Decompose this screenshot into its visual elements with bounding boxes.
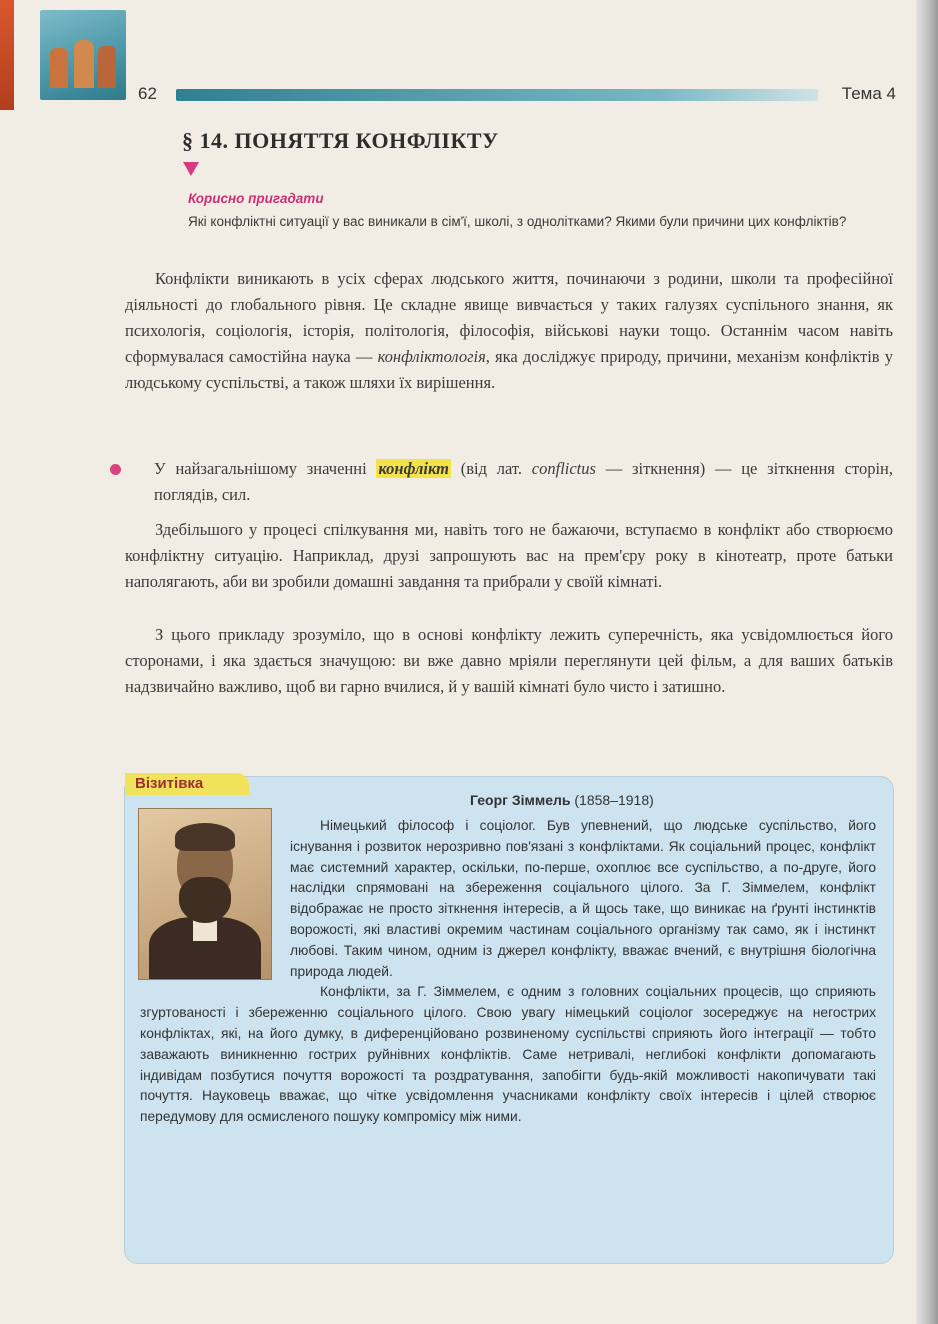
card-person-name: Георг Зіммель	[470, 792, 571, 808]
section-title: § 14. ПОНЯТТЯ КОНФЛІКТУ	[182, 128, 499, 153]
thumbnail-building-1	[50, 48, 68, 88]
header-thumbnail-image	[40, 10, 126, 100]
corner-strip	[0, 0, 14, 110]
recall-heading: Корисно пригадати	[188, 191, 324, 206]
card-paragraph-2: Конфлікти, за Г. Зіммелем, є одним з головних соціальних процесів, що сприяють згуртованості і збереженню соціального цілого. Свою увагу німецький соціолог зосереджує на негострих конфліктах, які, на його думку, в диференційовано розвиненому суспільстві сприяють його інтеграції — тобто заважають виникненню гострих руйнівних конфліктів. Саме нетривалі, неглибокі конфлікти допомагають індивідам позбутися почуття ворожості та роздратування, запобігти будь-якій можливості накопичувати такі почуття. Науковець вважає, що чітке усвідомлення учасниками конфлікту своїх інтересів і цілей створює передумову для осмисленого пошуку компромісу між ними.	[140, 984, 876, 1125]
recall-question: Які конфліктні ситуації у вас виникали в сім'ї, школі, з однолітками? Якими були причини цих конфліктів?	[188, 214, 847, 229]
page-number: 62	[138, 84, 157, 103]
thumbnail-building-2	[74, 40, 94, 88]
body-paragraph-2: Здебільшого у процесі спілкування ми, навіть того не бажаючи, вступаємо в конфлікт або створюємо конфліктну ситуацію. Наприклад, друзі запрошують вас на прем'єру року в кінотеатр, проте батьки наполягають, аби ви зробили домашні завдання та прибрали у своїй кімнаті.	[125, 520, 893, 591]
card-person-heading	[470, 792, 654, 808]
card-person-years: (1858–1918)	[574, 792, 654, 808]
card-tag	[125, 773, 249, 795]
body-paragraph-3: З цього прикладу зрозуміло, що в основі конфлікту лежить суперечність, яка усвідомлюється його сторонами, і яка здається значущою: ви вже давно мріяли переглянути цей фільм, а для ваших батьків надзвичайно важливо, щоб ви гарно вчилися, й у вашій кімнаті було чисто і затишно.	[125, 625, 893, 696]
definition-text-start: У найзагальнішому значенні	[154, 459, 377, 478]
portrait-spacer	[140, 816, 290, 984]
page-header	[138, 84, 898, 108]
header-bar	[176, 89, 818, 101]
definition-paragraph	[154, 456, 893, 508]
definition-text-end: — зіткнення) — це зіткнення сторін, поглядів, сил.	[154, 459, 893, 504]
definition-term-highlight: конфлікт	[378, 459, 449, 478]
paragraph-1-text-end: , яка досліджує природу, причини, механізм конфліктів у людському суспільстві, а також шляхи їх вирішення.	[125, 347, 893, 392]
card-paragraph-1: Німецький філософ і соціолог. Був упевнений, що людське суспільство, його існування і розвиток нерозривно пов'язані з конфліктами. Як соціальний процес, конфлікт має системний характер, оскільки, по-перше, охоплює все суспільство, а по-друге, його наслідки спрямовані на збереження соціального цілого. За Г. Зіммелем, конфлікт відображає не просто зіткнення інтересів, а й щось таке, що виникає на ґрунті інстинктів ворожості, які властиві окремим частинам соціального організму так само, як і інстинкт любові. Таким чином, одним із джерел конфлікту, вважає вчений, є внутрішня біологічна природа людей.	[290, 818, 876, 979]
topic-label: Тема 4	[841, 84, 896, 103]
definition-text-middle: (від лат.	[451, 459, 532, 478]
bullet-dot-icon	[110, 464, 121, 475]
card-text	[140, 816, 876, 1128]
term-conflictology: конфліктологія	[377, 347, 486, 366]
paragraph-1-text-start: Конфлікти виникають в усіх сферах людського життя, починаючи з родини, школи та професійної діяльності до глобального рівня. Це складне явище вивчається у таких галузях суспільного знання, як психологія, соціологія, історія, політологія, філософія, військові науки тощо. Останнім часом навіть сформувалася самостійна наука —	[125, 269, 893, 366]
triangle-down-icon	[183, 162, 199, 176]
page-edge	[916, 0, 938, 1324]
body-paragraph-1	[125, 266, 893, 396]
card-tag-label: Візитівка	[135, 775, 204, 792]
thumbnail-building-3	[98, 46, 116, 88]
definition-latin-word: conflictus	[531, 459, 596, 478]
